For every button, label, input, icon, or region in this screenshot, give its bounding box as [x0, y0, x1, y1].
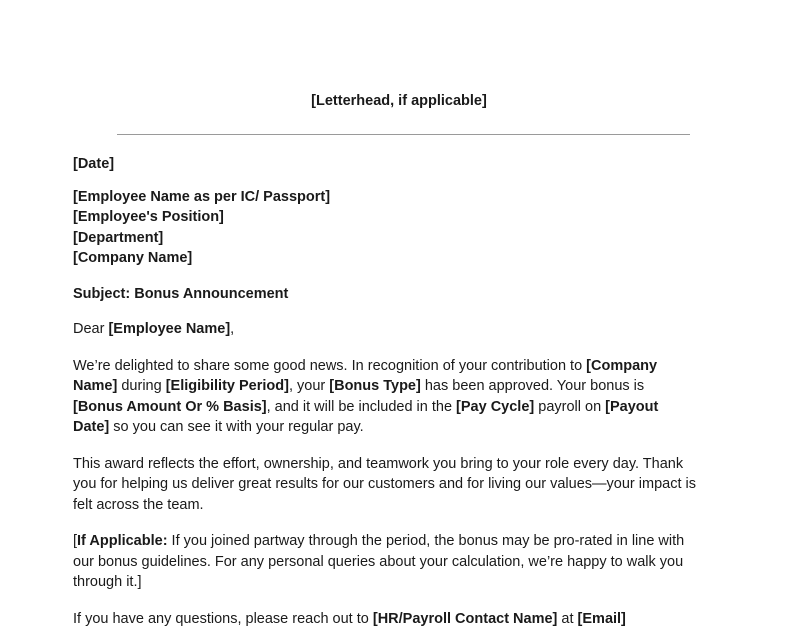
p1-pay-cycle: [Pay Cycle]: [456, 399, 534, 415]
p1-bonus-type: [Bonus Type]: [329, 378, 421, 394]
p1-payout-date: [Payout Date]: [73, 399, 658, 436]
recipient-company: [Company Name]: [73, 248, 698, 269]
p1-company: [Company Name]: [73, 358, 657, 395]
p1-text-3: , your: [289, 378, 329, 394]
paragraph-if-applicable: [73, 531, 698, 593]
salutation-prefix: Dear: [73, 321, 108, 337]
recipient-block: [73, 187, 698, 269]
salutation-suffix: ,: [230, 321, 234, 337]
p1-text-7: so you can see it with your regular pay.: [109, 419, 363, 435]
letterhead-divider: [117, 134, 690, 135]
recipient-name: [Employee Name as per IC/ Passport]: [73, 187, 698, 208]
p4-contact: [HR/Payroll Contact Name]: [373, 611, 558, 627]
p1-text-6: payroll on: [534, 399, 605, 415]
p1-text-2: during: [117, 378, 165, 394]
letter-date: [Date]: [73, 154, 698, 175]
recipient-department: [Department]: [73, 228, 698, 249]
letterhead: [Letterhead, if applicable]: [0, 91, 798, 111]
salutation: [73, 319, 698, 340]
p3-open-bracket: [: [73, 533, 77, 549]
paragraph-contact: [73, 609, 698, 629]
p4-email: [Email]: [578, 611, 626, 627]
salutation-name: [Employee Name]: [108, 321, 230, 337]
paragraph-appreciation: This award reflects the effort, ownership, and teamwork you bring to your role every day. Thank you for helping us deliver great results for our customers and for living our values—your impact is felt across the team.: [73, 454, 698, 516]
p1-text-5: , and it will be included in the: [267, 399, 456, 415]
p1-text-1: We’re delighted to share some good news. In recognition of your contribution to: [73, 358, 586, 374]
p1-period: [Eligibility Period]: [166, 378, 289, 394]
p1-text-4: has been approved. Your bonus is: [421, 378, 644, 394]
p3-label: If Applicable:: [77, 533, 168, 549]
p1-amount: [Bonus Amount Or % Basis]: [73, 399, 267, 415]
letter-subject: Subject: Bonus Announcement: [73, 284, 698, 305]
paragraph-bonus-details: [73, 356, 698, 438]
recipient-position: [Employee's Position]: [73, 207, 698, 228]
letter-body: [73, 154, 698, 629]
p4-text-1: If you have any questions, please reach out to: [73, 611, 373, 627]
p3-text: If you joined partway through the period, the bonus may be pro-rated in line with our bonus guidelines. For any personal queries about your calculation, we’re happy to walk you through it.]: [73, 533, 684, 590]
p4-text-2: at: [557, 611, 577, 627]
